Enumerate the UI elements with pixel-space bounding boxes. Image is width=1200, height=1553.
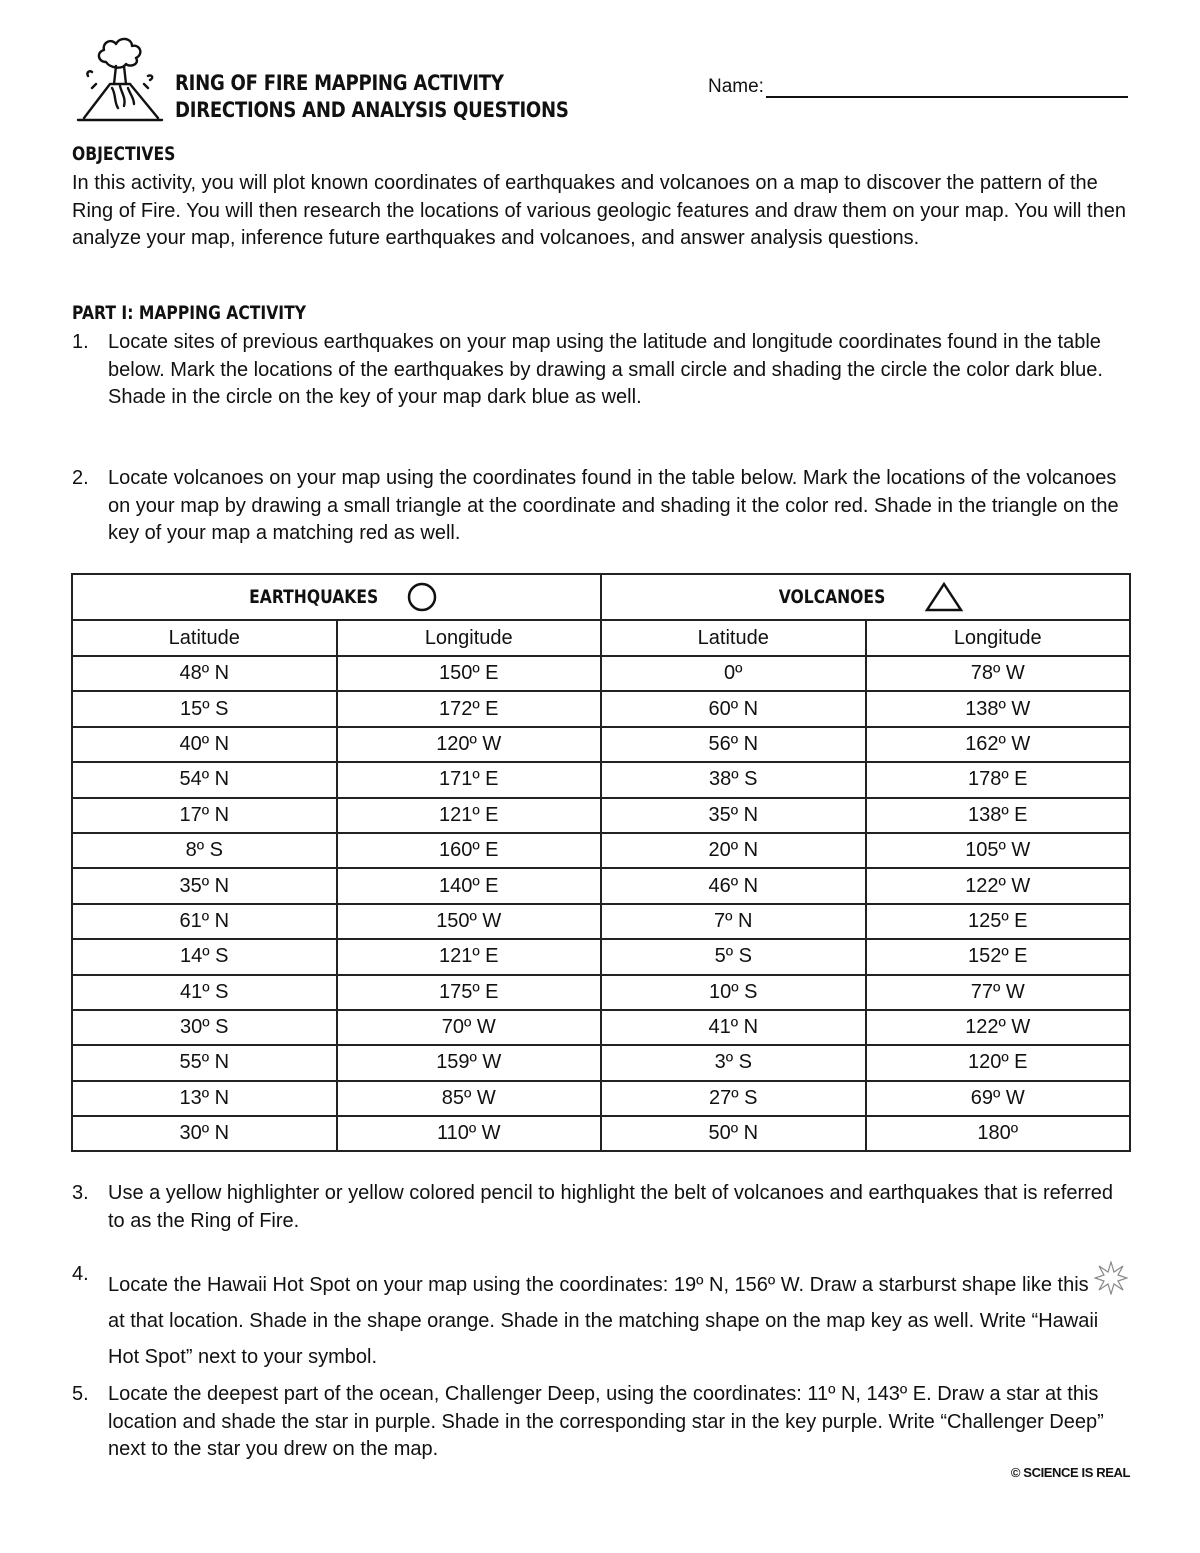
earthquake-latitude-cell: 8º S [72, 833, 337, 868]
volcano-latitude-cell: 46º N [601, 868, 866, 903]
earthquake-latitude-cell: 55º N [72, 1045, 337, 1080]
step-4 [72, 1261, 1132, 1375]
table-row [72, 1010, 1130, 1045]
volcano-latitude-cell: 56º N [601, 727, 866, 762]
step-number: 3. [72, 1182, 89, 1204]
earthquake-longitude-cell: 121º E [337, 939, 602, 974]
volcano-latitude-cell: 41º N [601, 1010, 866, 1045]
earthquake-longitude-cell: 175º E [337, 975, 602, 1010]
earthquake-longitude-cell: 85º W [337, 1081, 602, 1116]
col-header: Latitude [72, 620, 337, 656]
step-5 [72, 1381, 1132, 1464]
volcano-latitude-cell: 38º S [601, 762, 866, 797]
step-number: 5. [72, 1383, 89, 1405]
table-row [72, 1081, 1130, 1116]
earthquake-longitude-cell: 150º W [337, 904, 602, 939]
earthquake-longitude-cell: 150º E [337, 656, 602, 691]
name-field[interactable] [708, 76, 1128, 98]
part1-heading: PART I: MAPPING ACTIVITY [72, 302, 306, 324]
earthquake-longitude-cell: 70º W [337, 1010, 602, 1045]
volcano-longitude-cell: 178º E [866, 762, 1131, 797]
step-number: 1. [72, 331, 89, 353]
volcanoes-header [601, 574, 1130, 620]
table-row [72, 762, 1130, 797]
table-row [72, 975, 1130, 1010]
objectives-heading: OBJECTIVES [72, 143, 176, 165]
table-row [72, 656, 1130, 691]
volcano-longitude-cell: 125º E [866, 904, 1131, 939]
volcano-longitude-cell: 122º W [866, 1010, 1131, 1045]
earthquake-longitude-cell: 160º E [337, 833, 602, 868]
step-number: 2. [72, 467, 89, 489]
title-line-2: DIRECTIONS AND ANALYSIS QUESTIONS [175, 98, 569, 122]
table-row [72, 1045, 1130, 1080]
worksheet-title [175, 70, 569, 124]
volcanoes-label: VOLCANOES [778, 586, 886, 608]
table-row [72, 868, 1130, 903]
table-row [72, 833, 1130, 868]
objectives-text: In this activity, you will plot known coordinates of earthquakes and volcanoes on a map to discover the pattern of the Ring of Fire. You will then research the locations of various geologic features and draw them on your map. You will then analyze your map, inference future earthquakes and volcanoes, and answer analysis questions. [72, 172, 1126, 249]
volcano-longitude-cell: 162º W [866, 727, 1131, 762]
step-2 [72, 465, 1132, 548]
volcano-latitude-cell: 5º S [601, 939, 866, 974]
table-row [72, 691, 1130, 726]
name-blank-line[interactable] [766, 76, 1128, 98]
volcano-longitude-cell: 152º E [866, 939, 1131, 974]
earthquakes-header [72, 574, 601, 620]
earthquake-latitude-cell: 13º N [72, 1081, 337, 1116]
col-header: Latitude [601, 620, 866, 656]
volcano-longitude-cell: 120º E [866, 1045, 1131, 1080]
earthquake-longitude-cell: 121º E [337, 798, 602, 833]
volcano-logo-icon [74, 32, 166, 124]
earthquake-latitude-cell: 30º S [72, 1010, 337, 1045]
triangle-icon [924, 581, 964, 613]
earthquake-latitude-cell: 40º N [72, 727, 337, 762]
volcano-longitude-cell: 77º W [866, 975, 1131, 1010]
volcano-latitude-cell: 10º S [601, 975, 866, 1010]
coordinates-table [71, 573, 1131, 1152]
earthquake-latitude-cell: 61º N [72, 904, 337, 939]
step-text: Locate volcanoes on your map using the coordinates found in the table below. Mark the locations of the volcanoes on your map by drawing a small triangle at the coordinate and shading it the color red. Shade in the triangle on the key of your map a matching red as well. [108, 467, 1119, 544]
volcano-longitude-cell: 138º W [866, 691, 1131, 726]
earthquake-latitude-cell: 17º N [72, 798, 337, 833]
earthquake-longitude-cell: 159º W [337, 1045, 602, 1080]
name-label: Name: [708, 76, 764, 97]
volcano-latitude-cell: 27º S [601, 1081, 866, 1116]
col-header: Longitude [866, 620, 1131, 656]
table-body [72, 656, 1130, 1151]
table-row [72, 939, 1130, 974]
volcano-latitude-cell: 7º N [601, 904, 866, 939]
table-row [72, 1116, 1130, 1151]
earthquake-latitude-cell: 30º N [72, 1116, 337, 1151]
earthquake-latitude-cell: 14º S [72, 939, 337, 974]
earthquake-latitude-cell: 48º N [72, 656, 337, 691]
earthquake-longitude-cell: 120º W [337, 727, 602, 762]
title-line-1: RING OF FIRE MAPPING ACTIVITY [175, 71, 504, 95]
table-row [72, 798, 1130, 833]
step-text: Use a yellow highlighter or yellow colored pencil to highlight the belt of volcanoes and earthquakes that is referred to as the Ring of Fire. [108, 1182, 1114, 1232]
volcano-latitude-cell: 35º N [601, 798, 866, 833]
earthquake-longitude-cell: 110º W [337, 1116, 602, 1151]
volcano-longitude-cell: 78º W [866, 656, 1131, 691]
earthquake-longitude-cell: 172º E [337, 691, 602, 726]
table-row [72, 727, 1130, 762]
earthquake-latitude-cell: 54º N [72, 762, 337, 797]
step-text [108, 1261, 1132, 1375]
volcano-latitude-cell: 0º [601, 656, 866, 691]
earthquake-latitude-cell: 35º N [72, 868, 337, 903]
volcano-latitude-cell: 20º N [601, 833, 866, 868]
col-header: Longitude [337, 620, 602, 656]
volcano-latitude-cell: 60º N [601, 691, 866, 726]
starburst-icon [1094, 1261, 1128, 1295]
step-1 [72, 329, 1132, 412]
circle-icon [406, 581, 438, 613]
earthquakes-label: EARTHQUAKES [249, 586, 379, 608]
step-4-text-a: Locate the Hawaii Hot Spot on your map using the coordinates: 19º N, 156º W. Draw a starburst shape like this [108, 1274, 1089, 1296]
step-number: 4. [72, 1263, 89, 1285]
volcano-longitude-cell: 69º W [866, 1081, 1131, 1116]
volcano-latitude-cell: 50º N [601, 1116, 866, 1151]
step-text: Locate the deepest part of the ocean, Challenger Deep, using the coordinates: 11º N, 143º E. Draw a star at this location and shade the star in purple. Shade in the corresponding star in the key purple. Write “Challenger Deep” next to the star you drew on the map. [108, 1383, 1104, 1460]
table-row [72, 904, 1130, 939]
step-text: Locate sites of previous earthquakes on your map using the latitude and longitude coordinates found in the table below. Mark the locations of the earthquakes by drawing a small circle and shading the circle the color dark blue. Shade in the circle on the key of your map dark blue as well. [108, 331, 1103, 408]
volcano-longitude-cell: 122º W [866, 868, 1131, 903]
step-3 [72, 1180, 1132, 1235]
volcano-longitude-cell: 105º W [866, 833, 1131, 868]
volcano-longitude-cell: 138º E [866, 798, 1131, 833]
earthquake-longitude-cell: 171º E [337, 762, 602, 797]
volcano-longitude-cell: 180º [866, 1116, 1131, 1151]
earthquake-longitude-cell: 140º E [337, 868, 602, 903]
earthquake-latitude-cell: 15º S [72, 691, 337, 726]
earthquake-latitude-cell: 41º S [72, 975, 337, 1010]
volcano-latitude-cell: 3º S [601, 1045, 866, 1080]
copyright-footer: © SCIENCE IS REAL [1010, 1465, 1130, 1480]
step-4-text-b: at that location. Shade in the shape orange. Shade in the matching shape on the map key as well. Write “Hawaii Hot Spot” next to your symbol. [108, 1310, 1099, 1368]
